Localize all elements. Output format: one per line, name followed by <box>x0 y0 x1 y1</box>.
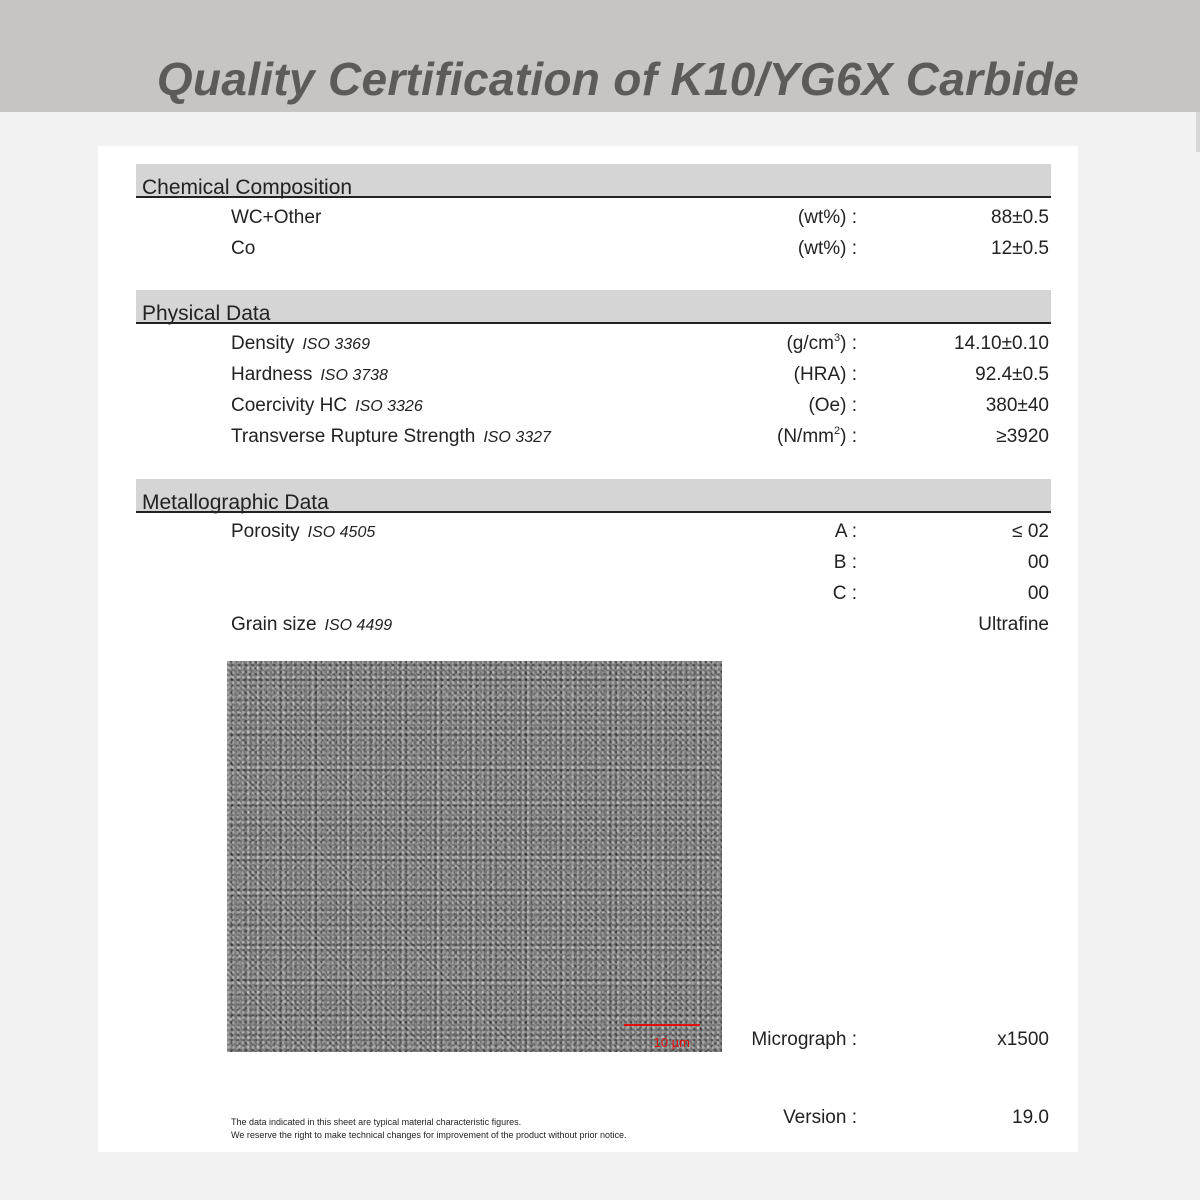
data-row-trs <box>0 426 1200 450</box>
page-edge-divider <box>1196 112 1200 152</box>
row-unit: (wt%) : <box>797 207 857 228</box>
row-unit <box>777 426 857 448</box>
row-unit: B : <box>833 552 857 573</box>
disclaimer-note <box>231 1116 627 1142</box>
property-name: Hardness <box>231 364 313 385</box>
row-value: x1500 <box>997 1029 1049 1050</box>
row-unit: C : <box>832 583 857 604</box>
row-value: ≤ 02 <box>1012 521 1049 542</box>
row-value: ≥3920 <box>996 426 1049 447</box>
row-value: 14.10±0.10 <box>954 333 1049 354</box>
iso-standard: ISO 3327 <box>483 429 551 446</box>
row-value: 380±40 <box>985 395 1049 416</box>
iso-standard: ISO 3326 <box>355 398 423 415</box>
property-name: Porosity <box>231 521 300 542</box>
disclaimer-line-2: We reserve the right to make technical changes for improvement of the product without prior notice. <box>231 1130 627 1140</box>
iso-standard: ISO 3369 <box>302 336 370 353</box>
row-unit: Version : <box>783 1107 857 1128</box>
unit-exponent: 3 <box>833 332 841 344</box>
row-label <box>231 521 375 543</box>
row-label <box>231 333 370 355</box>
iso-standard: ISO 3738 <box>320 367 388 384</box>
row-label <box>231 364 388 386</box>
scale-label: 10 µm <box>653 1035 690 1050</box>
data-row-coercivity <box>0 395 1200 419</box>
property-name: Density <box>231 333 295 354</box>
unit-exponent: 2 <box>833 425 841 437</box>
data-row-wc <box>0 207 1200 231</box>
property-name: Grain size <box>231 614 317 635</box>
property-name: Coercivity HC <box>231 395 348 416</box>
section-title: Physical Data <box>142 302 271 325</box>
row-value: Ultrafine <box>978 614 1049 635</box>
data-row-density <box>0 333 1200 357</box>
row-label: WC+Other <box>231 207 322 228</box>
row-label: Co <box>231 238 256 259</box>
unit-suffix: ) : <box>840 426 857 447</box>
property-name: Transverse Rupture Strength <box>231 426 476 447</box>
iso-standard: ISO 4499 <box>324 617 393 634</box>
row-value: 00 <box>1027 583 1049 604</box>
disclaimer-line-1: The data indicated in this sheet are typical material characteristic figures. <box>231 1117 522 1127</box>
row-unit: (HRA) : <box>793 364 857 385</box>
row-value: 92.4±0.5 <box>975 364 1049 385</box>
scale-bar <box>624 1024 700 1026</box>
row-unit: (Oe) : <box>808 395 857 416</box>
row-unit: Micrograph : <box>751 1029 857 1050</box>
section-title: Chemical Composition <box>142 176 353 199</box>
section-title: Metallographic Data <box>142 491 329 514</box>
row-value: 00 <box>1027 552 1049 573</box>
unit-text: (g/cm <box>786 333 834 354</box>
section-header-metallographic <box>136 479 1051 513</box>
row-unit <box>786 333 857 355</box>
data-row-grain-size <box>0 614 1200 638</box>
data-row-porosity-a <box>0 521 1200 545</box>
data-row-micrograph <box>0 1029 1200 1053</box>
section-header-physical <box>136 290 1051 324</box>
data-row-porosity-c <box>0 583 1200 607</box>
micrograph-image <box>227 661 722 1052</box>
data-row-hardness <box>0 364 1200 388</box>
page-title: Quality Certification of K10/YG6X Carbide <box>156 53 1080 105</box>
iso-standard: ISO 4505 <box>307 524 376 541</box>
row-label <box>231 614 392 636</box>
row-label <box>231 426 551 448</box>
unit-text: (N/mm <box>777 426 834 447</box>
data-row-porosity-b <box>0 552 1200 576</box>
section-header-chemical <box>136 164 1051 198</box>
row-value: 88±0.5 <box>991 207 1049 228</box>
unit-suffix: ) : <box>840 333 857 354</box>
row-unit: A : <box>834 521 857 542</box>
row-unit: (wt%) : <box>797 238 857 259</box>
row-value: 19.0 <box>1012 1107 1049 1128</box>
data-row-co <box>0 238 1200 262</box>
row-value: 12±0.5 <box>991 238 1049 259</box>
row-label <box>231 395 423 417</box>
